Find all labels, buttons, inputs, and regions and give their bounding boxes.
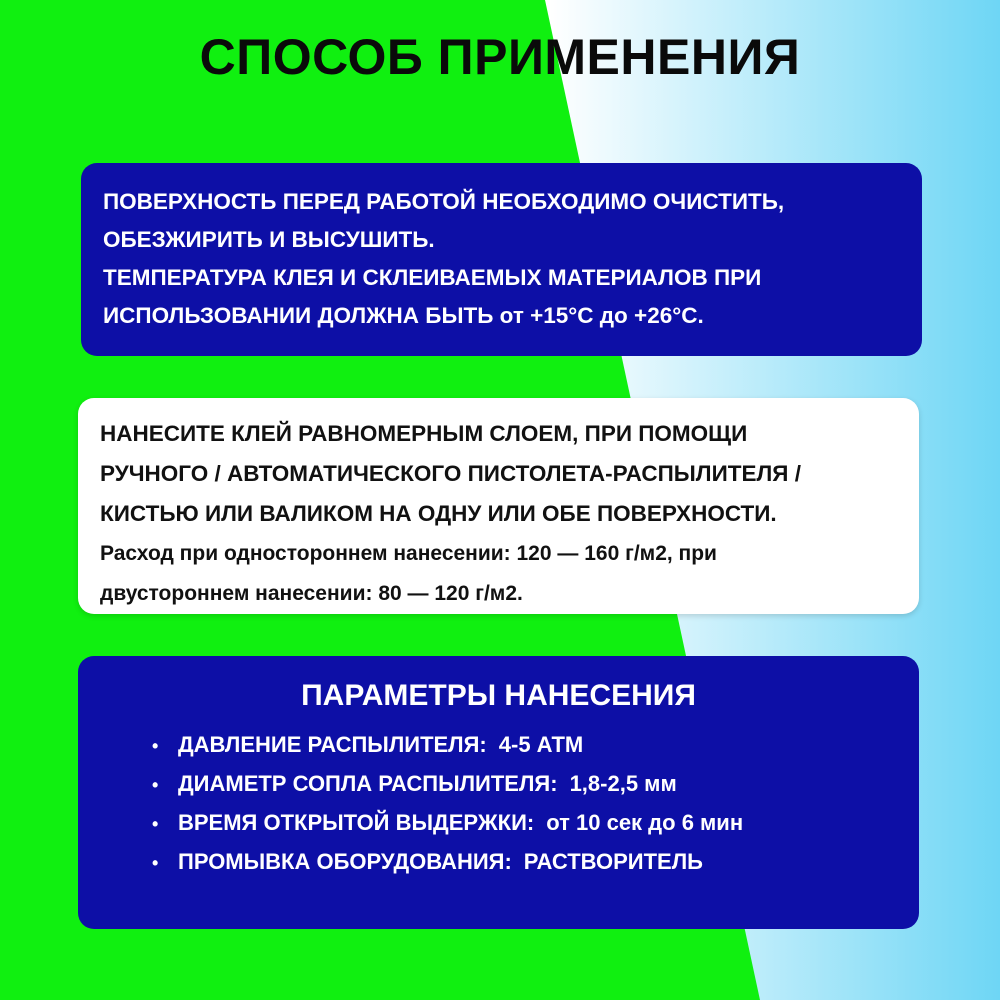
- page-title: СПОСОБ ПРИМЕНЕНИЯ: [199, 29, 801, 85]
- bullet-icon: •: [152, 775, 159, 795]
- parameters-list: [102, 726, 895, 882]
- parameter-value: от 10 сек до 6 мин: [546, 810, 744, 835]
- parameter-label: ВРЕМЯ ОТКРЫТОЙ ВЫДЕРЖКИ:: [178, 810, 535, 835]
- parameter-item: [152, 843, 895, 882]
- parameter-value: РАСТВОРИТЕЛЬ: [523, 849, 703, 874]
- surface-prep-card: [81, 163, 922, 356]
- temperature-line: ТЕМПЕРАТУРА КЛЕЯ И СКЛЕИВАЕМЫХ МАТЕРИАЛОВ ПРИ: [103, 265, 762, 290]
- parameter-item: [152, 765, 895, 804]
- parameter-value: 4-5 АТМ: [498, 732, 584, 757]
- parameters-card: [78, 656, 919, 929]
- application-method-card: [78, 398, 919, 614]
- application-line: КИСТЬЮ ИЛИ ВАЛИКОМ НА ОДНУ ИЛИ ОБЕ ПОВЕРХНОСТИ.: [100, 501, 777, 526]
- application-line: НАНЕСИТЕ КЛЕЙ РАВНОМЕРНЫМ СЛОЕМ, ПРИ ПОМОЩИ: [100, 421, 748, 446]
- application-line: РУЧНОГО / АВТОМАТИЧЕСКОГО ПИСТОЛЕТА-РАСПЫЛИТЕЛЯ /: [100, 461, 801, 486]
- parameter-label: ПРОМЫВКА ОБОРУДОВАНИЯ:: [178, 849, 512, 874]
- consumption-line: двустороннем нанесении: 80 — 120 г/м2.: [100, 582, 523, 605]
- parameter-value: 1,8-2,5 мм: [569, 771, 677, 796]
- parameters-title: ПАРАМЕТРЫ НАНЕСЕНИЯ: [301, 679, 696, 712]
- parameter-label: ДАВЛЕНИЕ РАСПЫЛИТЕЛЯ:: [178, 732, 487, 757]
- parameter-item: [152, 804, 895, 843]
- bullet-icon: •: [152, 814, 159, 834]
- bullet-icon: •: [152, 736, 159, 756]
- temperature-line: ИСПОЛЬЗОВАНИИ ДОЛЖНА БЫТЬ от +15°С до +26°С.: [103, 303, 704, 328]
- parameter-item: [152, 726, 895, 765]
- consumption-line: Расход при одностороннем нанесении: 120 — 160 г/м2, при: [100, 542, 717, 565]
- surface-prep-line: ПОВЕРХНОСТЬ ПЕРЕД РАБОТОЙ НЕОБХОДИМО ОЧИСТИТЬ,: [103, 189, 785, 214]
- parameter-label: ДИАМЕТР СОПЛА РАСПЫЛИТЕЛЯ:: [178, 771, 558, 796]
- bullet-icon: •: [152, 853, 159, 873]
- surface-prep-line: ОБЕЗЖИРИТЬ И ВЫСУШИТЬ.: [103, 227, 435, 252]
